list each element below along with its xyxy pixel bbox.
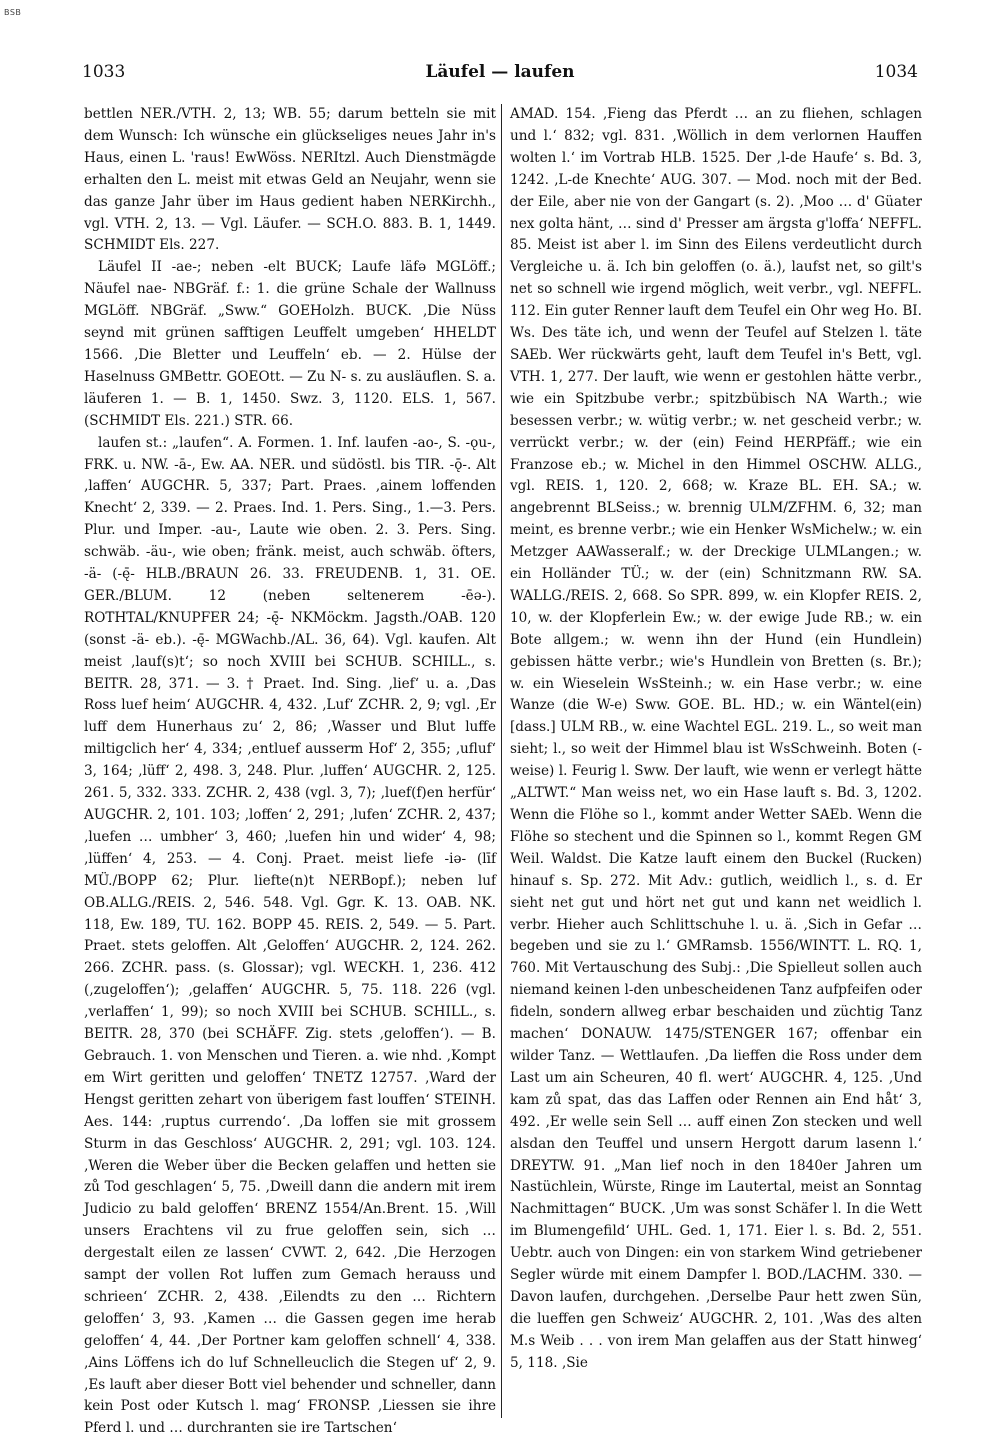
entry-laeufel-ii: Läufel II -ae-; neben -elt BUCK; Laufe läfə MGLöff.; Näufel nae- NBGräf. f.: 1. die grüne Schale der Wallnuss MGLöff. NBGräf. „Sww.“ GOEHolzh. BUCK. ‚Die Nüss seynd mit grünen safftigen Leuffelt umgeben‘ HHELDT 1566. ‚Die Bletter und Leuffeln‘ eb. — 2. Hülse der Haselnuss GMBettr. GOEOtt. — Zu N- s. zu ausläuflen. S. a. läuferen 1. — B. 1, 1450. Swz. 3, 1120. ELS. 1, 567. (SCHMIDT Els. 221.) STR. 66. [84, 259, 496, 429]
entry-laufen: laufen st.: „laufen“. A. Formen. 1. Inf. laufen -ao-, S. -ǫu-, FRK. u. NW. -ā-, Ew. AA. NER. und südöstl. bis TIR. -ǭ-. Alt ‚laffen‘ AUGCHR. 5, 337; Part. Praes. ‚ainem loffenden Knecht‘ 2, 339. — 2. Praes. Ind. 1. Pers. Sing., 1.—3. Pers. Plur. und Imper. -au-, Laute wie oben. 2. 3. Pers. Sing. schwäb. -äu-, wie oben; fränk. meist, auch schwäb. öfters, -ä- (-ę̄- HLB./BRAUN 26. 33. FREUDENB. 1, 31. OE. GER./BLUM. 12 (neben seltenerem -ēə-). ROTHTAL/KNUPFER 24; -ę̄- NKMöckm. Jagsth./OAB. 120 (sonst -ä- eb.). -ę̄- MGWachb./AL. 36, 64). Vgl. kaufen. Alt meist ‚lauf(s)t‘; so noch XVIII bei SCHUB. SCHILL., s. BEITR. 28, 371. — 3. † Praet. Ind. Sing. ‚lief‘ u. a. ‚Das Ross luef heim‘ AUGCHR. 4, 432. ‚Luf‘ ZCHR. 2, 9; vgl. ‚Er luff dem Hunerhaus zu‘ 2, 86; ‚Wasser und Blut luffe miltigclich her‘ 4, 334; ‚entluef ausserm Hof‘ 2, 355; ‚ufluf‘ 3, 164; ‚lüff‘ 2, 498. 3, 248. Plur. ‚luffen‘ AUGCHR. 2, 125. 261. 5, 332. 333. ZCHR. 2, 438 (vgl. 3, 7); ‚luef(f)en herfür‘ AUGCHR. 2, 101. 103; ‚loffen‘ 2, 291; ‚lufen‘ ZCHR. 2, 437; ‚luefen … umbher‘ 3, 460; ‚luefen hin und wider‘ 4, 98; ‚lüffen‘ 4, 253. — 4. Conj. Praet. meist liefe -iə- (līf MÜ./BOPP 62; Plur. liefte(n)t NERBopf.); neben luf OB.ALLG./REIS. 2, 546. 548. Vgl. Ggr. K. 13. OAB. NK. 118, Ew. 189, TU. 162. BOPP 45. REIS. 2, 549. — 5. Part. Praet. stets geloffen. Alt ‚Geloffen‘ AUGCHR. 2, 124. 262. 266. ZCHR. pass. (s. Glossar); vgl. WECKH. 1, 236. 412 (‚zugeloffen‘); ‚gelaffen‘ AUGCHR. 5, 75. 118. 226 (vgl. ‚verlaffen‘ 1, 99); so noch XVIII bei SCHUB. SCHILL., s. BEITR. 28, 370 (bei SCHÄFF. Zig. stets ‚geloffen‘). — B. Gebrauch. 1. von Menschen und Tieren. a. wie nhd. ‚Kompt em Wirt geritten und geloffen‘ TNETZ 12757. ‚Ward der Hengst geritten zehart von überigem fast louffen‘ STEINH. Aes. 144: ‚ruptus currendo‘. ‚Da loffen sie mit grossem Sturm in das Geschloss‘ AUGCHR. 2, 291; vgl. 103. 124. ‚Weren die Weber über die Becken gelaffen und hetten sie zů Tod geschlagen‘ 5, 75. ‚Dweill dann die andern mit irem Judicio zu bald geloffen‘ BRENZ 1554/An.Brent. 15. ‚Will unsers Erachtens vil zu frue geloffen sein, sich … dergestalt eilen ze lassen‘ CVWT. 2, 642. ‚Die Herzogen sampt der vollen Rot luffen zum Gemach herauss und schrieen‘ ZCHR. 2, 438. ‚Eilendts zu den … Richtern geloffen‘ 3, 93. ‚Kamen … die Gassen gegen ime herab geloffen‘ 4, 44. ‚Der Portner kam geloffen schnell‘ 4, 338. ‚Ains Löffens ich do luf Schnelleuclich die Stegen uf‘ 2, 9. ‚Es lauft aber dieser Bott viel behender und schneller, dann kein Post oder Kutsch l. mag‘ FRONSP. ‚Liessen sie ihre Pferd l. und … durchranten sie ire Tartschen‘ [84, 434, 496, 1437]
entry-laufen-continued: AMAD. 154. ‚Fieng das Pferdt … an zu fliehen, schlagen und l.‘ 832; vgl. 831. ‚Wöllich in dem verlornen Hauffen wolten l.‘ im Vortrab HLB. 1525. Der ‚l-de Haufe‘ s. Bd. 3, 1242. ‚L-de Knechte‘ AUG. 307. — Mod. noch mit der Bed. der Eile, aber nie von der Gangart (s. 2). ‚Moo … d' Güater nex golta hänt, … sind d' Presser am ärgsta g'loffa‘ NEFFL. 85. Meist ist aber l. im Sinn des Eilens verdeutlicht durch Vergleiche u. ä. Ich bin geloffen (o. ä.), laufst net, so gilt's net so schnell wie irgend möglich, weit verbr., vgl. NEFFL. 112. Ein guter Renner lauft dem Teufel ein Ohr weg Ho. BI. Ws. Des täte ich, und wenn der Teufel auf Stelzen l. täte SAEb. Wer rückwärts geht, lauft dem Teufel in's Bett, vgl. VTH. 1, 277. Der lauft, wie wenn er gestohlen hätte verbr., wie ein Spitzbube verbr.; spitzbübisch NA Warth.; wie besessen verbr.; w. wütig verbr.; w. net gescheid verbr.; w. verrückt verbr.; w. der (ein) Feind HERPfäff.; wie ein Franzose eb.; w. Michel in den Himmel OSCHW. ALLG., vgl. REIS. 1, 120. 2, 668; w. Kraze BL. EH. SA.; w. angebrennt BLSeiss.; w. brennig ULM/ZFHM. 6, 32; man meint, es brenne verbr.; wie ein Henker WsMichelw.; w. ein Metzger AAWasseralf.; w. der Dreckige ULMLangen.; w. ein Holländer TÜ.; w. der (ein) Schnitzmann RW. SA. WALLG./REIS. 2, 668. So SPR. 899, w. ein Klopfer REIS. 2, 10, w. der Klopferlein Ew.; w. der ewige Jude RB.; w. ein Bote allgem.; w. wenn ihn der Hund (ein Hundlein) gebissen hätte verbr.; wie's Hundlein von Bretten (s. Br.); w. ein Wieselein WsSteinh.; w. ein Hase verbr.; w. eine Wanze (die W-e) Sww. GOE. BL. HD.; w. ein Wäntel(ein) [dass.] ULM RB., w. eine Wachtel EGL. 219. L., so weit man sieht; l., so weit der Himmel blau ist WsSchweinh. Boten (-weise) l. Feurig l. Sww. Der lauft, wie wenn er verlegt hätte „ALTWT.“ Man weiss net, wo ein Hase lauft s. Bd. 3, 1202. Wenn die Flöhe so l., kommt ander Wetter SAEb. Wenn die Flöhe so stechent und die Spinnen so l., kommt Regen GM Weil. Waldst. Die Katze lauft einem den Buckel (Rucken) hinauf s. Sp. 272. Mit Adv.: gutlich, weidlich l., s. d. Er sieht net gut und hört net gut und kann net weidlich l. verbr. Hieher auch Schlittschuhe l. u. ä. ‚Sich in Gefar … begeben und sie zu l.‘ GMRamsb. 1556/WINTT. L. RQ. 1, 760. Mit Vertauschung des Subj.: ‚Die Spielleut sollen auch niemand keinen l-den unbescheidenen Tanz aufpfeifen oder fideln, sondern allweg erbar beschaiden und züchtig Tanz machen‘ DONAUW. 1475/STENGER 167; offenbar ein wilder Tanz. — Wettlaufen. ‚Da lieffen die Ross under dem Last um ain Scheuren, 40 fl. wert‘ AUGCHR. 4, 125. ‚Und kam zů spat, das das Laffen oder Rennen ain End håt‘ 3, 492. ‚Er welle sein Sell … auff einen Zon stecken und well alsdan den Teuffel und unsern Hergott darum lasenn l.‘ DREYTW. 91. „Man lief noch in den 1840er Jahren um Nastüchlein, Würste, Ringe im Lautertal, meist an Sonntag Nachmittagen“ BUCK. ‚Um was sonst Schäfer l. In die Wett im Blumengefild‘ UHL. Ged. 1, 171. Eier l. s. Bd. 2, 551. Uebtr. auch von Dingen: ein von starkem Wind getriebener Segler würde mit einem Dampfer l. BOD./LACHM. 330. — Davon laufen, durchgehen. ‚Derselbe Paur hett zwen Sün, die lueffen gen Schweiz‘ AUGCHR. 2, 101. ‚Was des alten M.s Weib . . . von irem Man gelaffen aus der Statt hinweg‘ 5, 118. ‚Sie [510, 106, 922, 1371]
page-number-left: 1033 [82, 62, 126, 82]
page-title: Läufel — laufen [425, 62, 575, 82]
right-column [510, 104, 922, 1420]
library-stamp: BSB [4, 8, 22, 17]
page-header [80, 56, 920, 92]
column-divider [501, 104, 502, 1418]
left-column [84, 104, 496, 1437]
page-number-right: 1034 [874, 62, 918, 82]
entry-continuation-laeufel-i: bettlen NER./VTH. 2, 13; WB. 55; darum betteln sie mit dem Wunsch: Ich wünsche ein glückseliges neues Jahr in's Haus, einen L. 'raus! EwWöss. NERItzl. Auch Dienstmägde erhalten den L. meist mit etwas Geld an Neujahr, wenn sie das ganze Jahr über im Haus gedient haben NERKirchh., vgl. VTH. 2, 13. — Vgl. Läufer. — SCH.O. 883. B. 1, 1449. SCHMIDT Els. 227. [84, 106, 496, 254]
